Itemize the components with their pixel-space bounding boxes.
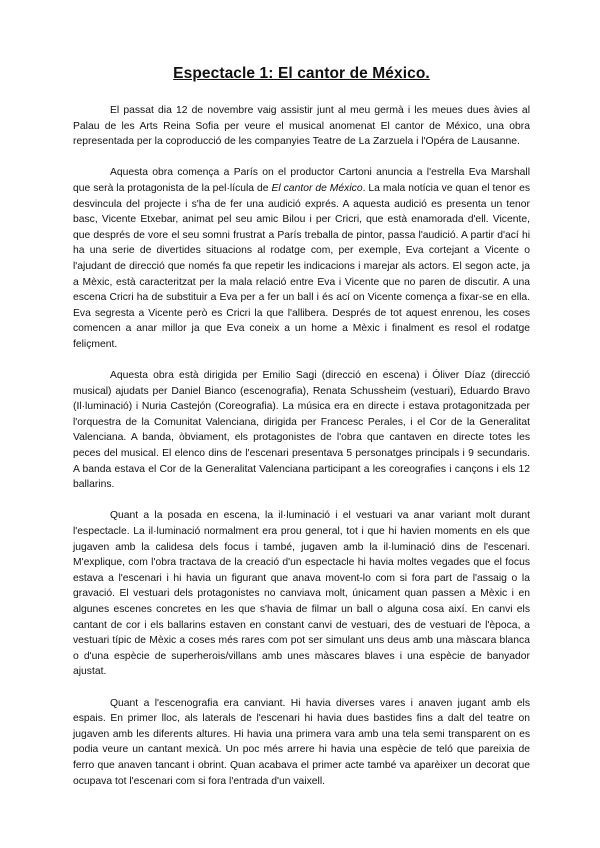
page-title: Espectacle 1: El cantor de México. — [173, 65, 430, 82]
paragraph-text: Quant a l'escenografia era canviant. Hi havia diverses vares i anaven jugant amb els espais. En primer lloc, als laterals de l'escenari hi havia dues bastides fins a dalt del teatre on jugaven amb les diferents altures. Hi havia una primera vara amb una tela semi transparent on es podia veure un cantant mexicà. Un poc més arrere hi havia una espècie de teló que pareixia de ferro que anaven tancant i obrint. Quan acabava el primer acte també va aparèixer un decorat que ocupava tot l'escenari com si fora l'entrada d'un vaixell. — [73, 697, 530, 787]
document-page — [73, 64, 530, 805]
paragraph-text: Aquesta obra comença a París on el productor Cartoni anuncia a l'estrella Eva Marshall que serà la protagonista de la pel·lícula de — [73, 167, 530, 194]
paragraph-plot — [73, 165, 530, 352]
paragraph-intro — [73, 103, 530, 150]
paragraph-text: Quant a la posada en escena, la il·luminació i el vestuari va anar variant molt durant l'espectacle. La il·luminació normalment era prou general, tot i que hi havien moments en els que jugaven amb la calidesa dels focus i també, jugaven amb la il·luminació dins de l'escenari. M'explique, com l'obra tractava de la creació d'un espectacle hi havia moltes vegades que el focus estava a l'escenari i hi havia un figurant que anava movent-lo com si fora part de l'assaig o la gravació. El vestuari dels protagonistes no canviava molt, únicament quan passen a Mèxic i en algunes escenes concretes en les que s'havia de filmar un ball o alguna cosa així. En canvi els cantant de cor i els ballarins estaven en constant canvi de vestuari, des de vestuari de l'època, a vestuari típic de Mèxic a coses més rares com pot ser simulant uns deus amb una màscara blanca o d'una espècie de superherois/villans amb unes màscares blaves i una espècie de banyador ajustat. — [73, 510, 530, 678]
paragraph-text: . La mala notícia ve quan el tenor es desvincula del projecte i s'ha de fer una audició exprés. A aquesta audició es presenta un tenor basc, Vicente Etxebar, animat pel seu amic Bilou i per Cricri, que està enamorada d'ell. Vicente, que després de vore el seu somni frustrat a París treballa de pintor, passa l'audició. A partir d'ací hi ha una serie de divertides situacions al rodatge com, per exemple, Eva cortejant a Vicente o l'ajudant de direcció que només fa que repetir les indicacions i marejar als actors. El segon acte, ja a Mèxic, està caracteritzat per la mala relació entre Eva i Vicente que no paren de discutir. A una escena Cricri ha de substituir a Eva per a fer un ball i és ací on Vicente comença a fixar-se en ella. Eva segresta a Vicente però es Cricri la que l'allibera. Després de tot aquest enrenou, les coses comencen a anar millor ja que Eva coneix a un home a Mèxic i finalment es resol el rodatge feliçment. — [73, 182, 530, 350]
paragraph-direction — [73, 368, 530, 493]
paragraph-staging — [73, 508, 530, 680]
paragraph-text: El passat dia 12 de novembre vaig assistir junt al meu germà i les meues dues àvies al Palau de les Arts Reina Sofia per veure el musical anomenat El cantor de México, una obra representada per la coproducció de les companyies Teatre de La Zarzuela i l'Opéra de Lausanne. — [73, 105, 530, 148]
paragraph-text: Aquesta obra està dirigida per Emilio Sagi (direcció en escena) i Óliver Díaz (direcció musical) ajudats per Daniel Bianco (escenografia), Renata Schussheim (vestuari), Eduardo Bravo (Il·luminació) i Nuria Castejón (Coreografia). La música era en directe i estava protagonitzada per l'orquestra de la Comunitat Valenciana, dirigida per Francesc Perales, i el Cor de la Generalitat Valenciana. A banda, òbviament, els protagonistes de l'obra que cantaven en directe totes les peces del musical. El elenco dins de l'escenari presentava 5 personatges principals i 9 secundaris. A banda estava el Cor de la Generalitat Valenciana participant a les coreografies i cançons i els 12 ballarins. — [73, 370, 530, 491]
paragraph-scenography — [73, 696, 530, 790]
film-title-italic: El cantor de México — [271, 182, 363, 194]
